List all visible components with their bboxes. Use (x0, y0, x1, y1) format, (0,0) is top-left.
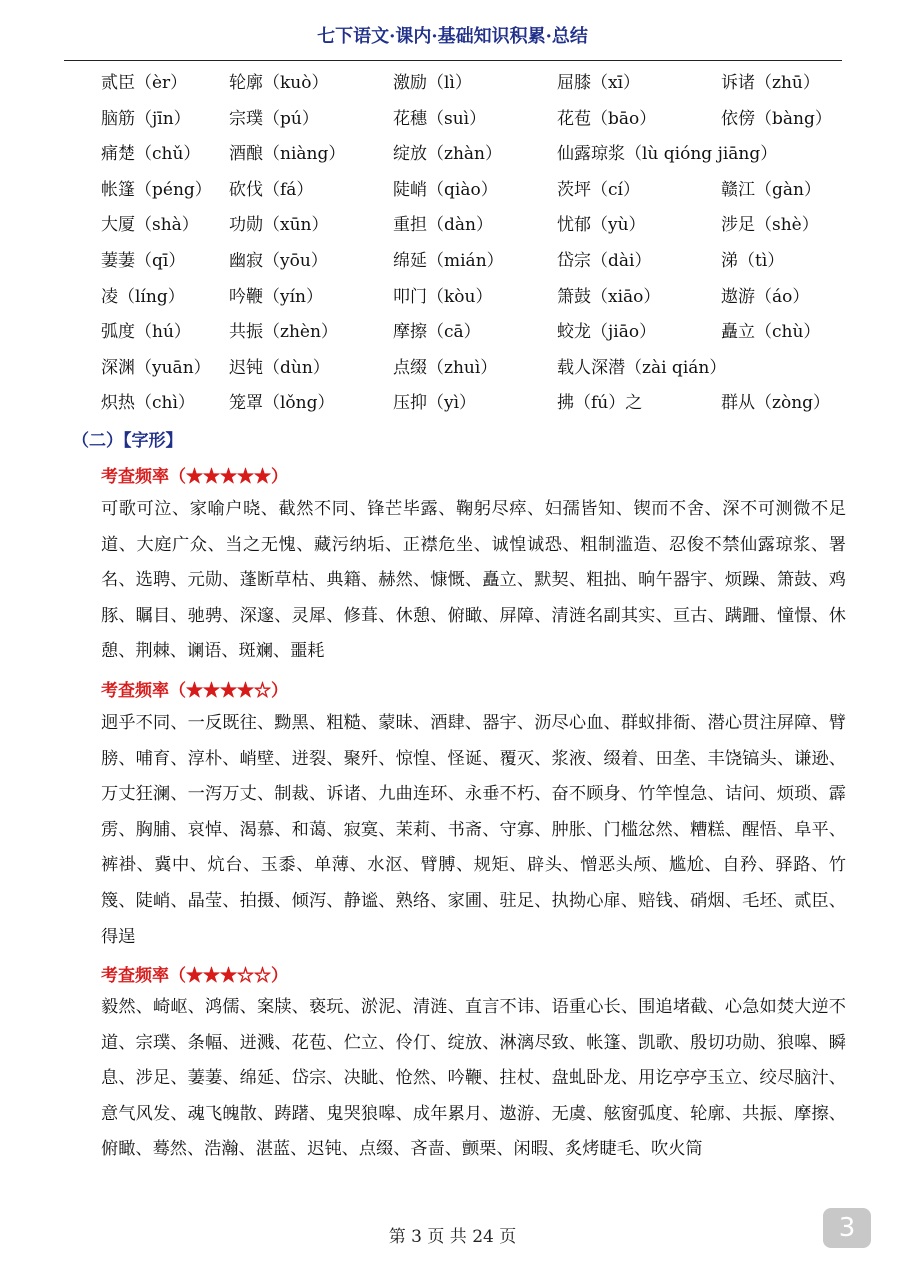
pinyin-entry: 脑筋（jīn） (101, 108, 191, 129)
pinyin-entry: 赣江（gàn） (721, 179, 821, 200)
pinyin-entry: 绵延（mián） (393, 250, 504, 271)
word-paragraph: 可歌可泣、家喻户晓、截然不同、锋芒毕露、鞠躬尽瘁、妇孺皆知、锲而不舍、深不可测微不足道、大庭广众、当之无愧、藏污纳垢、正襟危坐、诚惶诚恐、粗制滥造、忍俊不禁仙露琼浆、署名、选聘、元勋、蓬断草枯、典籍、赫然、慷慨、矗立、默契、粗拙、晌午器宇、烦躁、箫鼓、鸡豚、瞩目、驰骋、深邃、灵犀、修葺、休憩、俯瞰、屏障、清涟名副其实、亘古、蹒跚、憧憬、休憩、荆棘、谰语、斑斓、噩耗 (101, 499, 846, 662)
page-footer: 第 3 页 共 24 页 (388, 1227, 517, 1247)
pinyin-row (101, 102, 861, 138)
pinyin-entry: 摩擦（cā） (393, 322, 481, 343)
pinyin-entry: 轮廓（kuò） (229, 73, 329, 93)
pinyin-entry: 迟钝（dùn） (229, 357, 330, 378)
pinyin-entry: 花穗（suì） (393, 108, 487, 129)
pinyin-row (101, 208, 861, 244)
pinyin-entry: 点缀（zhuì） (393, 357, 498, 378)
pinyin-entry: 砍伐（fá） (229, 179, 314, 200)
pinyin-entry: 大厦（shà） (101, 215, 199, 236)
page-title: 七下语文·课内·基础知识积累·总结 (317, 26, 588, 47)
pinyin-row (101, 351, 861, 387)
pinyin-row (101, 137, 861, 173)
pinyin-entry: 茨坪（cí） (557, 179, 640, 200)
pinyin-entry: 涉足（shè） (721, 215, 819, 236)
pinyin-entry: 屈膝（xī） (557, 73, 641, 93)
pinyin-entry: 贰臣（èr） (101, 73, 188, 93)
frequency-label: 考查频率（★★★★★） (101, 467, 288, 487)
frequency-label: 考查频率（★★★☆☆） (101, 966, 288, 986)
pinyin-entry: 压抑（yì） (393, 393, 477, 414)
pinyin-entry: 涕（tì） (721, 250, 785, 271)
pinyin-entry: 忧郁（yù） (557, 215, 646, 236)
pinyin-entry: 共振（zhèn） (229, 322, 338, 343)
pinyin-entry: 陡峭（qiào） (393, 179, 498, 200)
pinyin-entry: 炽热（chì） (101, 393, 195, 414)
pinyin-entry: 矗立（chù） (721, 322, 821, 343)
pinyin-row (101, 173, 861, 209)
pinyin-entry: 花苞（bāo） (557, 108, 657, 129)
pinyin-entry: 激励（lì） (393, 73, 472, 93)
pinyin-entry: 弧度（hú） (101, 322, 191, 343)
pinyin-entry: 笼罩（lǒng） (229, 393, 335, 414)
pinyin-entry: 诉诸（zhū） (721, 73, 820, 93)
pinyin-entry: 仙露琼浆（lù qióng jiāng） (557, 144, 778, 165)
word-paragraph: 迥乎不同、一反既往、黝黑、粗糙、蒙昧、酒肆、器宇、沥尽心血、群蚁排衙、潜心贯注屏障、臂膀、哺育、淳朴、峭壁、迸裂、聚歼、惊惶、怪诞、覆灭、浆液、缀着、田垄、丰饶镐头、谦逊、万丈狂澜、一泻万丈、制裁、诉诸、九曲连环、永垂不朽、奋不顾身、竹竿惶急、诘问、烦琐、霹雳、胸脯、哀悼、渴慕、和蔼、寂寞、茉莉、书斋、守寡、肿胀、门槛忿然、糟糕、醒悟、阜平、裤褂、冀中、炕台、玉黍、单薄、水沤、臂膊、规矩、辟头、憎恶头颅、尴尬、自矜、驿路、竹篾、陡峭、晶莹、拍摄、倾泻、静谧、熟络、家圃、驻足、执拗心扉、赔钱、硝烟、毛坯、贰臣、得逞 (101, 713, 846, 947)
pinyin-entry: 依傍（bàng） (721, 108, 832, 129)
pinyin-entry: 载人深潜（zài qián） (557, 357, 727, 378)
pinyin-entry: 凌（líng） (101, 286, 185, 307)
pinyin-entry: 叩门（kòu） (393, 286, 493, 307)
pinyin-entry: 箫鼓（xiāo） (557, 286, 661, 307)
header-divider (64, 60, 842, 61)
pinyin-row (101, 66, 861, 102)
pinyin-table (101, 66, 861, 422)
pinyin-entry: 遨游（áo） (721, 286, 810, 307)
pinyin-row (101, 315, 861, 351)
frequency-label: 考查频率（★★★★☆） (101, 681, 288, 701)
pinyin-row (101, 244, 861, 280)
pinyin-row (101, 280, 861, 316)
pinyin-entry: 痛楚（chǔ） (101, 144, 201, 165)
pinyin-entry: 功勋（xūn） (229, 215, 329, 236)
pinyin-entry: 群从（zòng） (721, 393, 831, 414)
pinyin-entry: 深渊（yuān） (101, 357, 211, 378)
pinyin-entry: 蛟龙（jiāo） (557, 322, 657, 343)
word-paragraph: 毅然、崎岖、鸿儒、案牍、亵玩、淤泥、清涟、直言不讳、语重心长、围追堵截、心急如焚大逆不道、宗璞、条幅、迸溅、花苞、伫立、伶仃、绽放、淋漓尽致、帐篷、凯歌、殷切功勋、狼嗥、瞬息、涉足、萋萋、绵延、岱宗、决眦、怆然、吟鞭、拄杖、盘虬卧龙、用讫亭亭玉立、绞尽脑汁、意气风发、魂飞魄散、踌躇、鬼哭狼嗥、成年累月、遨游、无虞、舷窗弧度、轮廓、共振、摩擦、俯瞰、蓦然、浩瀚、湛蓝、迟钝、点缀、吝啬、颤栗、闲暇、炙烤睫毛、吹火筒 (101, 997, 846, 1160)
pinyin-entry: 拂（fú）之 (557, 393, 643, 414)
pinyin-entry: 萋萋（qī） (101, 250, 186, 271)
pinyin-entry: 帐篷（péng） (101, 179, 212, 200)
pinyin-entry: 重担（dàn） (393, 215, 493, 236)
pinyin-entry: 岱宗（dài） (557, 250, 652, 271)
pinyin-entry: 宗璞（pú） (229, 108, 319, 129)
pinyin-entry: 幽寂（yōu） (229, 250, 328, 271)
section-heading: （二）【字形】 (72, 431, 183, 451)
pinyin-entry: 绽放（zhàn） (393, 144, 502, 165)
page-number-badge: 3 (823, 1208, 871, 1248)
pinyin-entry: 吟鞭（yín） (229, 286, 323, 307)
pinyin-row (101, 386, 861, 422)
pinyin-entry: 酒酿（niàng） (229, 144, 346, 165)
